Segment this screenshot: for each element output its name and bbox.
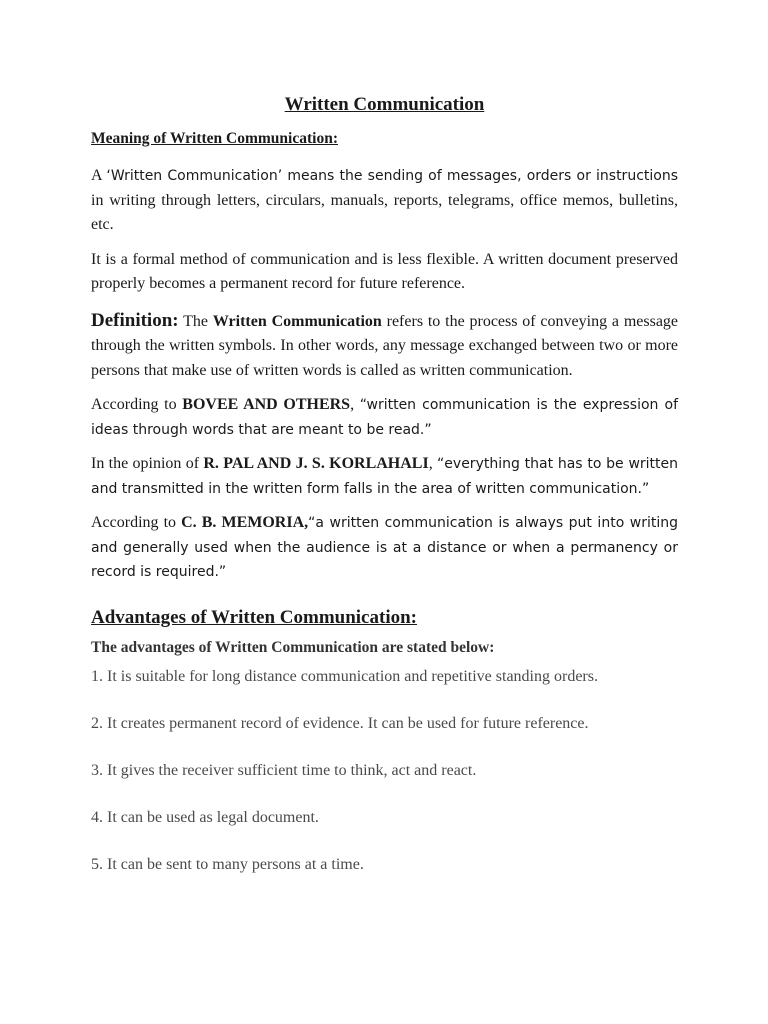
definition-text: refers to the process of conveying a message through the written symbols. In other words, any message exchanged between two or more persons that make use of written words is called as written communication.: [91, 312, 679, 379]
meaning-paragraph-2: It is a formal method of communication and is less flexible. A written document preserved properly becomes a permanent record for future reference.: [91, 250, 678, 292]
quote-paragraph-pal: [91, 452, 678, 501]
meaning-para1-quote: ‘Written Communication’ means the sending of messages, orders or instructions: [106, 168, 678, 184]
advantages-intro: The advantages of Written Communication are stated below:: [91, 638, 495, 656]
quote-lead: In the opinion of: [91, 455, 204, 472]
advantages-heading: Advantages of Written Communication:: [91, 606, 417, 628]
definition-the: The: [178, 312, 213, 330]
quote-separator: ,: [350, 396, 360, 413]
list-item: 2. It creates permanent record of evidence. It can be used for future reference.: [91, 714, 589, 732]
definition-term: Written Communication: [212, 312, 382, 330]
meaning-para1-rest: in writing through letters, circulars, manuals, reports, telegrams, office memos, bulletins, etc.: [91, 191, 678, 233]
quote-author: R. PAL AND J. S. KORLAHALI: [203, 455, 429, 472]
list-item: 5. It can be sent to many persons at a time.: [91, 855, 364, 873]
advantages-list: [91, 665, 678, 877]
quote-lead: According to: [91, 396, 183, 413]
quote-text: “everything that has to be written and transmitted in the written form falls in the area of written communication.”: [91, 456, 679, 497]
list-item: 1. It is suitable for long distance communication and repetitive standing orders.: [91, 667, 598, 685]
quote-author: C. B. MEMORIA,: [181, 514, 309, 531]
list-item: 4. It can be used as legal document.: [91, 808, 319, 826]
quote-lead: According to: [91, 514, 182, 531]
meaning-para1-lead: A: [91, 167, 107, 184]
document-title: Written Communication: [284, 94, 485, 115]
list-item: 3. It gives the receiver sufficient time to think, act and react.: [91, 761, 477, 779]
meaning-heading: Meaning of Written Communication:: [91, 130, 338, 147]
definition-label: Definition:: [91, 309, 179, 331]
meaning-paragraph-1: [91, 164, 678, 238]
quote-text: “a written communication is always put into writing and generally used when the audience is at a distance or when a permanency or record is required.”: [91, 515, 679, 580]
quote-paragraph-memoria: [91, 511, 678, 585]
quote-paragraph-bovee: [91, 393, 678, 442]
quote-author: BOVEE AND OTHERS: [182, 396, 351, 413]
definition-paragraph: [91, 309, 678, 384]
quote-text: “written communication is the expression of ideas through words that are meant to be read.”: [91, 397, 678, 438]
quote-separator: ,: [428, 455, 438, 472]
